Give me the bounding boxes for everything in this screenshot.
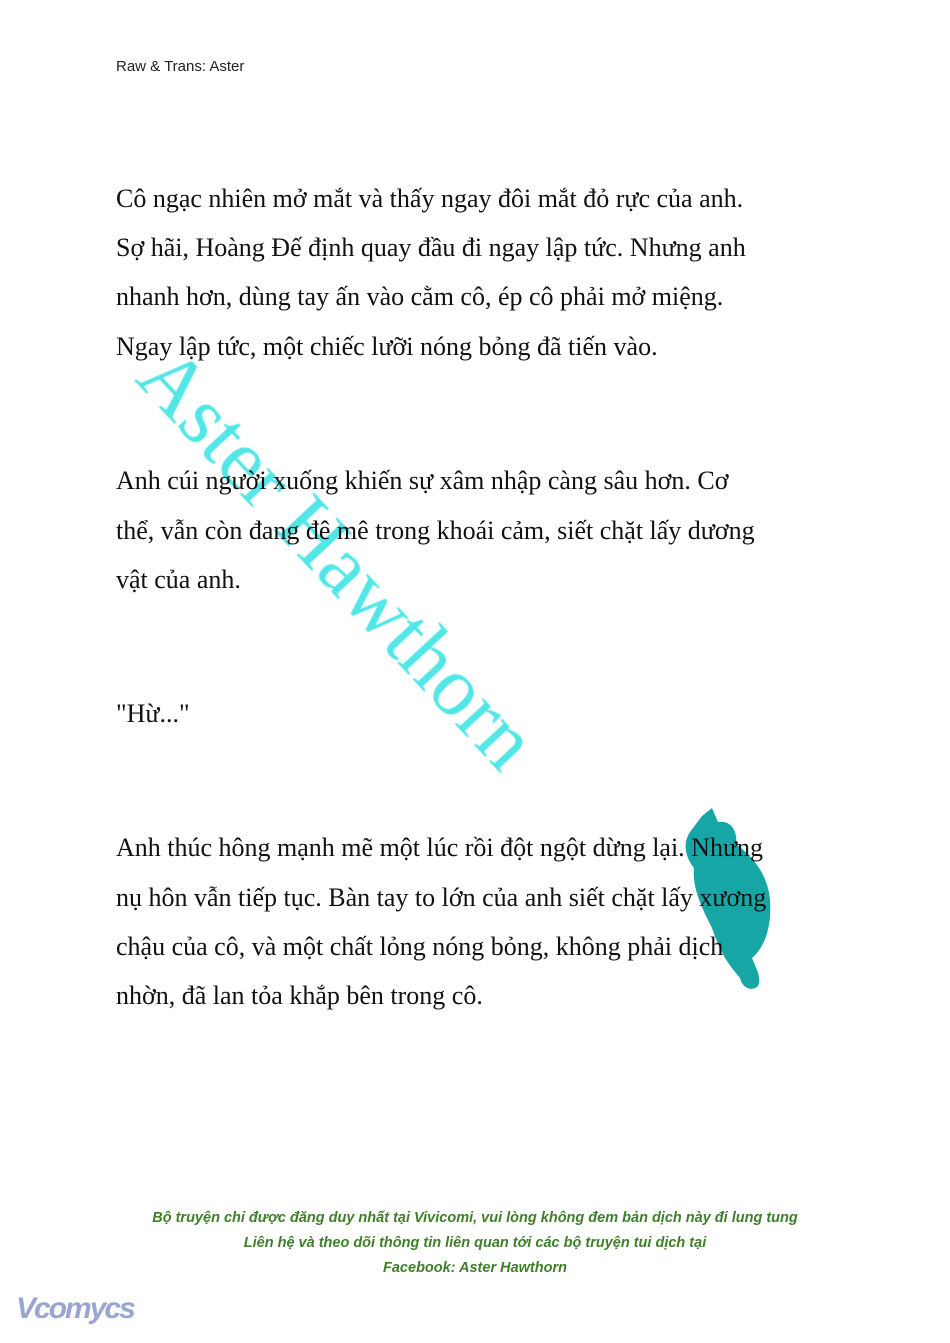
text-line: Ngay lập tức, một chiếc lưỡi nóng bỏng đã tiến vào. — [116, 332, 658, 361]
footer-facebook: Facebook: Aster Hawthorn — [383, 1260, 567, 1276]
text-line: Cô ngạc nhiên mở mắt và thấy ngay đôi mắt đỏ rực của anh. — [116, 184, 744, 213]
text-line: chậu của cô, và một chất lỏng nóng bỏng, không phải dịch — [116, 932, 724, 961]
text-line: Anh thúc hông mạnh mẽ một lúc rồi đột ngột dừng lại. Nhưng — [116, 833, 764, 862]
vcomycs-logo: Vcomycs — [16, 1292, 134, 1325]
page-header: Raw & Trans: Aster — [116, 58, 245, 75]
footer-contact: Liên hệ và theo dõi thông tin liên quan tới các bộ truyện tui dịch tại — [243, 1235, 707, 1251]
footer-notice: Bộ truyện chỉ được đăng duy nhất tại Vivicomi, vui lòng không đem bản dịch này đi lung tung — [152, 1210, 798, 1226]
text-line: nhanh hơn, dùng tay ấn vào cằm cô, ép cô phải mở miệng. — [116, 282, 724, 311]
text-line: nụ hôn vẫn tiếp tục. Bàn tay to lớn của anh siết chặt lấy xương — [116, 883, 767, 912]
text-line: nhờn, đã lan tỏa khắp bên trong cô. — [116, 981, 483, 1010]
text-line: "Hừ..." — [116, 699, 190, 728]
text-line: thể, vẫn còn đang đê mê trong khoái cảm, siết chặt lấy dương — [116, 516, 755, 545]
text-line: vật của anh. — [116, 565, 241, 594]
text-line: Anh cúi người xuống khiến sự xâm nhập càng sâu hơn. Cơ — [116, 466, 729, 495]
text-line: Sợ hãi, Hoàng Đế định quay đầu đi ngay lập tức. Nhưng anh — [116, 233, 746, 262]
